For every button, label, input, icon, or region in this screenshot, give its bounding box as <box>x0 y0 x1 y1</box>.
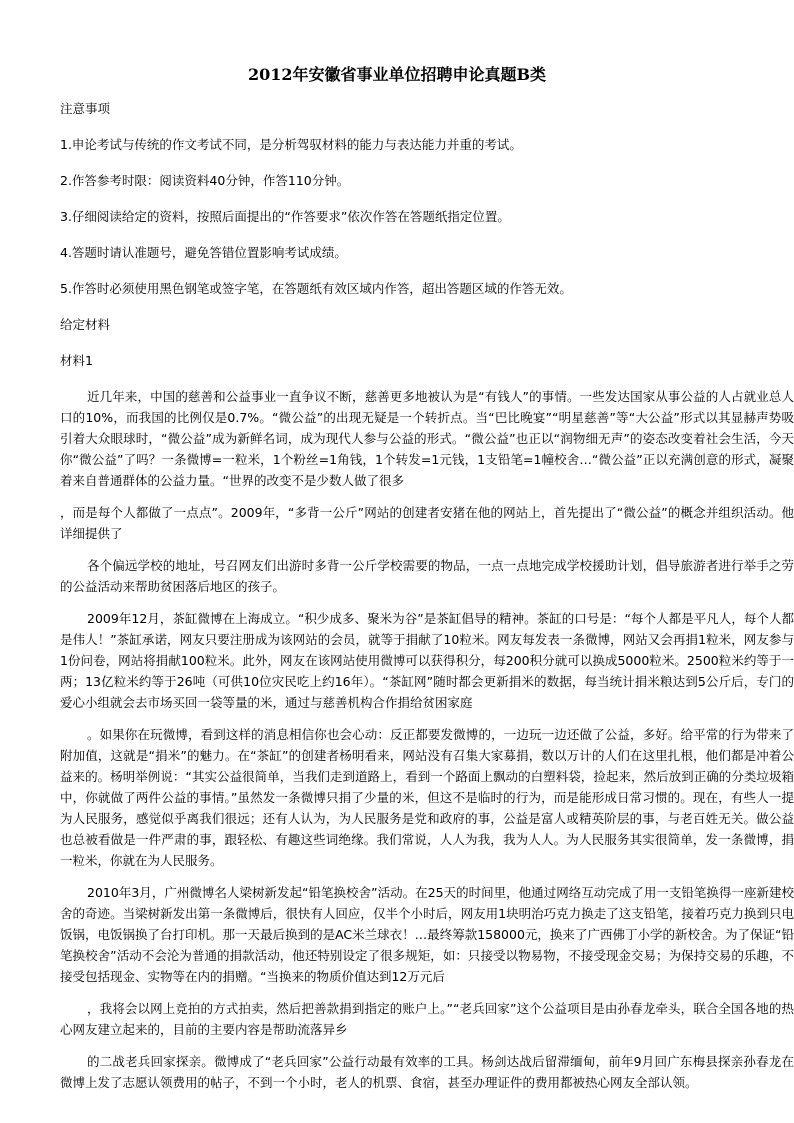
note-item: 4.答题时请认准题号，避免答错位置影响考试成绩。 <box>60 245 347 260</box>
note-item: 1.申论考试与传统的作文考试不同，是分析驾驭材料的能力与表达能力并重的考试。 <box>60 137 522 152</box>
notes-heading: 注意事项 <box>60 101 111 116</box>
paragraph: 的二战老兵回家探亲。微博成了“老兵回家”公益行动最有效率的工具。杨剑达战后留滞缅甸，前年9月回广东梅县探亲孙春龙在微博上发了志愿认领费用的帖子，不到一个小时，老人的机票、食宿，甚至办理证件的费用都被热心网友全部认领。 <box>60 1054 794 1090</box>
note-item: 2.作答参考时限：阅读资料40分钟，作答110分钟。 <box>60 173 350 188</box>
paragraph: 2009年12月，茶缸微博在上海成立。“积少成多、聚米为谷”是茶缸倡导的精神。茶缸的口号是：“每个人都是平凡人，每个人都是伟人！”茶缸承诺，网友只要注册成为该网站的会员，就等于捐献了10粒米。网友每发表一条微博，网站又会再捐1粒米，网友参与1份问卷，网站将捐献100粒米。此外，网友在该网站使用微博可以获得积分，每200积分就可以换成5000粒米。2500粒米约等于一两；13亿粒米约等于26吨（可供10位灾民吃上约16年）。“茶缸网”随时都会更新捐米的数据，每当统计捐米粮达到5公斤后，专门的爱心小组就会去市场买回一袋等量的米，通过与慈善机构合作捐给贫困家庭 <box>60 611 794 710</box>
paragraph: 2010年3月，广州微博名人梁树新发起“铅笔换校舍”活动。在25天的时间里，他通过网络互动完成了用一支铅笔换得一座新建校舍的奇迹。当梁树新发出第一条微博后，很快有人回应，仅半个小时后，网友用1块明治巧克力换走了这支铅笔，接着巧克力换到只电饭锅，电饭锅换了台打印机。那一天最后换到的是AC米兰球衣！…最终筹款158000元，换来了广西佛丁小学的新校舍。为了保证“铅笔换校舍”活动不会沦为普通的捐款活动，他还特别设定了很多规矩，如：只接受以物易物，不接受现金交易；为保持交易的乐趣，不接受包括现金、实物等在内的捐赠。“当换来的物质价值达到12万元后 <box>60 885 794 984</box>
paragraph: ，而是每个人都做了一点点”。2009年，“多背一公斤”网站的创建者安猪在他的网站上，首先提出了“微公益”的概念并组织活动。他详细提供了 <box>60 505 794 541</box>
materials-heading: 给定材料 <box>60 317 111 332</box>
note-item: 5.作答时必须使用黑色钢笔或签字笔，在答题纸有效区域内作答，超出答题区域的作答无效。 <box>60 281 572 296</box>
paragraph: ，我将会以网上竞拍的方式拍卖，然后把善款捐到指定的账户上。”“老兵回家”这个公益项目是由孙春龙牵头，联合全国各地的热心网友建立起来的，目前的主要内容是帮助流落异乡 <box>60 1001 794 1037</box>
paragraph: 近几年来，中国的慈善和公益事业一直争议不断，慈善更多地被认为是“有钱人”的事情。一些发达国家从事公益的人占就业总人口的10%，而我国的比例仅是0.7%。“微公益”的出现无疑是一个转折点。当“巴比晚宴”“明星慈善”等“大公益”形式以其显赫声势吸引着大众眼球时，“微公益”成为新鲜名词，成为现代人参与公益的形式。“微公益”也正以“润物细无声”的姿态改变着社会生活，今天你“微公益”了吗？一条微博=一粒米，1个粉丝=1角钱，1个转发=1元钱，1支铅笔=1幢校舍…“微公益”正以充满创意的形式，凝聚着来自普通群体的公益力量。“世界的改变不是少数人做了很多 <box>60 389 794 488</box>
paragraph: 。如果你在玩微博，看到这样的消息相信你也会心动：反正都要发微博的，一边玩一边还做了公益，多好。给平常的行为带来了附加值，这就是“捐米”的魅力。在“茶缸”的创建者杨明看来，网站没有召集大家募捐，数以万计的人们在这里扎根，他们都是冲着公益来的。杨明举例说：“其实公益很简单，当我们走到道路上，看到一个路面上飘动的白塑料袋，捡起来，然后放到正确的分类垃圾箱中，你就做了两件公益的事情。”虽然发一条微博只捐了少量的米，但这不是临时的行为，而是能形成日常习惯的。现在，有些人一提为人民服务，感觉似乎离我们很远；还有人认为，为人民服务是党和政府的事，公益是富人或精英阶层的事，与老百姓无关。做公益也总被看做是一件严肃的事，跟轻松、有趣这些词绝缘。我们常说，人人为我，我为人人。为人民服务其实很简单，发一条微博，捐一粒米，你就在为人民服务。 <box>60 727 794 868</box>
document-body <box>60 98 794 1104</box>
paragraph: 各个偏远学校的地址，号召网友们出游时多背一公斤学校需要的物品，一点一点地完成学校援助计划，倡导旅游者进行举手之劳的公益活动来帮助贫困落后地区的孩子。 <box>60 558 794 594</box>
material-label: 材料1 <box>60 353 93 368</box>
document-title: 2012年安徽省事业单位招聘申论真题B类 <box>247 65 547 84</box>
note-item: 3.仔细阅读给定的资料，按照后面提出的“作答要求”依次作答在答题纸指定位置。 <box>60 209 510 224</box>
